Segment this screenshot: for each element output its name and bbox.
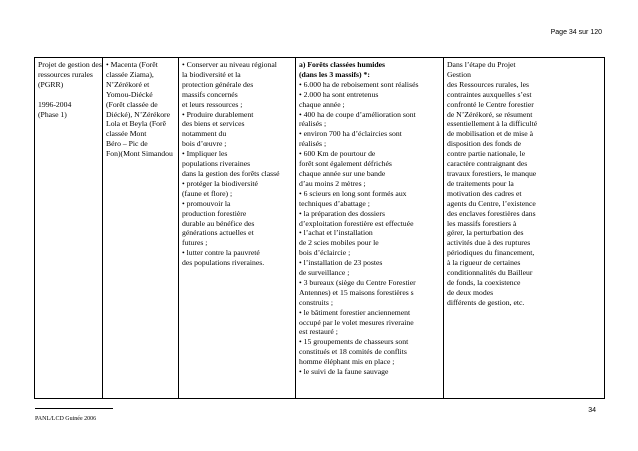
text-line: • environ 700 ha d’éclaircies sont [299,129,402,139]
page-number: 34 [588,407,596,414]
location-cell [103,58,179,399]
text-line: • le suivi de la faune sauvage [299,367,389,377]
text-line: • 6 scieurs en long sont formés aux [299,188,407,198]
text-line: • le bâtiment forestier anciennement [299,307,411,317]
text-line: chaque année ; [299,99,345,109]
achievements-heading: a) Forêts classées humides [299,60,386,69]
text-line: des enclaves forestières dans [447,208,536,218]
text-line: Gestion [447,69,471,79]
text-line: • protéger la biodiversité [182,178,258,188]
text-line: constitués et 18 comités de conflits [299,347,407,357]
text-line: bois d’œuvre ; [182,139,227,149]
text-line: conditionnalités du Bailleur [447,268,533,278]
text-line: confronté le Centre forestier [447,99,534,109]
text-line: Projet de gestion des [38,60,102,69]
text-line: • Produire durablement [182,109,254,119]
text-line: production forestière [182,208,247,218]
text-line: • 600 Km de pourtour de [299,149,376,159]
text-line: Dans l’étape du Projet [447,60,516,69]
text-line: N’Zérékoré et [106,79,150,89]
achievements-subheading: (dans les 3 massifs) *: [299,69,370,79]
text-line: classée Ziama), [106,69,154,79]
text-line: Diécké), N’Zérékore [106,109,171,119]
text-line: • 3 bureaux (siège du Centre Forestier [299,277,416,287]
text-line: de N’Zérékoré, se résument [447,109,533,119]
text-line: caractère contraignant des [447,159,528,169]
page-header: Page 34 sur 120 [550,29,602,36]
objectives-cell [179,58,296,399]
text-line: • 400 ha de coupe d’amélioration sont [299,109,416,119]
text-line: homme éléphant mis en place ; [299,357,395,367]
text-line: la biodiversité et la [182,69,241,79]
text-line: construits ; [299,297,333,307]
text-line: réalisés ; [299,119,327,129]
text-line: de surveillance ; [299,268,350,278]
text-line: à la rigueur de certaines [447,258,521,268]
text-line: travaux forestiers, le manque [447,168,537,178]
text-line: de 2 scies mobiles pour le [299,238,379,248]
achievements-cell [296,58,444,399]
text-line: de traitements pour la [447,178,514,188]
text-line: agents du Centre, l’existence [447,198,536,208]
text-line: chaque année sur une bande [299,168,386,178]
text-line: Yomou-Diécké [106,89,153,99]
text-line: dans la gestion des forêts classé [182,168,280,178]
text-line: est restauré ; [299,327,338,337]
text-line: • 6.000 ha de reboisement sont réalisés [299,79,419,89]
text-line: (Phase 1) [38,109,67,119]
text-line: • Conserver au niveau régional [182,60,277,69]
text-line: (Forêt classée de [106,99,158,109]
text-line: 1996-2004 [38,99,72,109]
text-line: classée Mont [106,129,147,139]
achievements-list [299,80,441,377]
text-line: de mobilisation et de mise à [447,129,534,139]
text-line: (PGRR) [38,79,64,89]
text-line: essentiellement à la difficulté [447,119,538,129]
text-line: • l’achat et l’installation [299,228,373,238]
text-line: • Macenta (Forêt [106,60,158,69]
text-line: différents de gestion, etc. [447,297,525,307]
text-line: • la préparation des dossiers [299,208,385,218]
text-line: d’au moins 2 mètres ; [299,178,366,188]
text-line: futures ; [182,238,208,248]
text-line [38,90,100,100]
text-line: • lutter contre la pauvreté [182,248,260,258]
text-line: des biens et services [182,119,245,129]
text-line: • Impliquer les [182,149,228,159]
footer-text: PANL/LCD Guinée 2006 [35,416,97,422]
text-line: disposition des fonds de [447,139,522,149]
text-line: activités due à des ruptures [447,238,531,248]
text-line: de fonds, la coexistence [447,277,521,287]
text-line: ressources rurales [38,69,93,79]
text-line: réalisés ; [299,139,327,149]
text-line: des Ressources rurales, les [447,79,529,89]
text-line: contre partie nationale, le [447,149,526,159]
text-line: contraintes auxquelles s’est [447,89,532,99]
text-line: • 2.000 ha sont entretenus [299,89,379,99]
text-line: protection générale des [182,79,254,89]
text-line: et leurs ressources ; [182,99,243,109]
text-line: (faune et flore) ; [182,188,233,198]
text-line: générations actuelles et [182,228,254,238]
text-line: bois d’éclaircie ; [299,248,351,258]
text-line: • l’installation de 23 postes [299,258,383,268]
text-line: motivation des cadres et [447,188,522,198]
text-line: occupé par le volet mesures riveraine [299,317,414,327]
text-line: périodiques du financement, [447,248,535,258]
text-line: forêt sont également défrichés [299,159,392,169]
text-line: Antennes) et 15 maisons forestières s [299,287,414,297]
text-line: techniques d’abattage ; [299,198,370,208]
text-line: • 15 groupements de chasseurs sont [299,337,409,347]
text-line: gérer, la perturbation des [447,228,524,238]
text-line: les massifs forestiers à [447,218,517,228]
text-line: • promouvoir la [182,198,231,208]
text-line: notamment du [182,129,227,139]
constraints-cell [444,58,605,399]
text-line: des populations riveraines. [182,258,265,268]
text-line: populations riveraines [182,159,251,169]
text-line: Fon)(Mont Simandou [106,149,173,159]
project-name-cell [35,58,103,399]
footer-divider [35,408,113,409]
text-line: durable au bénéfice des [182,218,255,228]
text-line: Béro – Pic de [106,139,148,149]
project-table [34,57,605,399]
text-line: de deux modes [447,287,494,297]
text-line: d’exploitation forestière est effectuée [299,218,414,228]
text-line: massifs concernés [182,89,238,99]
text-line: Lola et Beyla (Forê [106,119,166,129]
table-row [35,58,605,399]
